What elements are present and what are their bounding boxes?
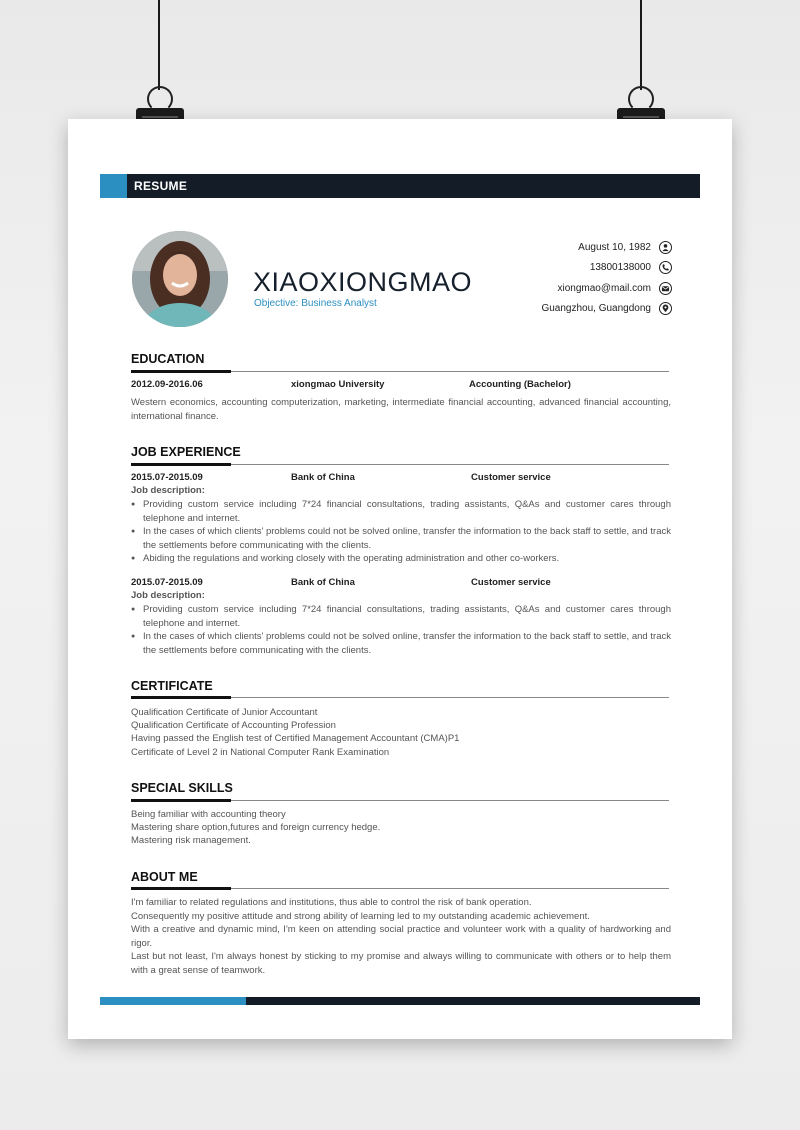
skills-list: [131, 808, 671, 848]
skills-divider: [131, 800, 669, 801]
about-paragraph: I'm familiar to related regulations and institutions, thus able to control the risk of bank operation.: [131, 897, 532, 908]
job-description-label: Job description:: [131, 485, 205, 496]
about-title: ABOUT ME: [131, 870, 198, 884]
job-bullet: ● Abiding the regulations and working closely with the operating administration and other co-workers.: [131, 552, 671, 566]
education-school: xiongmao University: [291, 379, 385, 390]
skill-item: Mastering risk management.: [131, 835, 251, 847]
education-title: EDUCATION: [131, 352, 205, 366]
person-icon: [659, 241, 672, 254]
candidate-name: XIAOXIONGMAO: [253, 267, 473, 297]
job-bullet: ● In the cases of which clients' problems could not be solved online, transfer the information to the back staff to settle, and track the settlements before communicating with the clients.: [131, 630, 671, 657]
skills-title: SPECIAL SKILLS: [131, 781, 233, 795]
contact-list: [541, 237, 672, 319]
about-text: [131, 896, 671, 978]
job-company: Bank of China: [291, 472, 355, 483]
contact-location: [541, 299, 672, 320]
about-divider: [131, 888, 669, 889]
job-period: 2015.07-2015.09: [131, 577, 203, 588]
about-paragraph: Last but not least, I'm always honest by sticking to my promise and always willing to communicate with others or to help them with a great sense of teamwork.: [131, 951, 671, 976]
education-divider: [131, 371, 669, 372]
experience-divider: [131, 464, 669, 465]
hanging-wire-right: [640, 0, 642, 90]
certificate-list: [131, 706, 671, 759]
contact-location-text: Guangzhou, Guangdong: [541, 303, 651, 315]
education-major: Accounting (Bachelor): [469, 379, 571, 390]
contact-phone: [541, 258, 672, 279]
about-paragraph: Consequently my positive attitude and strong ability of learning led to my outstanding academic achievement.: [131, 910, 590, 922]
job-bullet: ● In the cases of which clients' problems could not be solved online, transfer the information to the back staff to settle, and track the settlements before communicating with the clients.: [131, 525, 671, 552]
contact-phone-text: 13800138000: [589, 262, 651, 274]
certificate-title: CERTIFICATE: [131, 679, 213, 693]
experience-title: JOB EXPERIENCE: [131, 445, 241, 459]
resume-paper: [68, 119, 732, 1039]
certificate-item: Qualification Certificate of Accounting Profession: [131, 720, 336, 732]
contact-birthday-text: August 10, 1982: [578, 241, 651, 253]
hanging-wire-left: [158, 0, 160, 90]
job-role: Customer service: [471, 577, 551, 588]
education-description: Western economics, accounting computerization, marketing, intermediate financial accounting, advanced financial accounting, international finance.: [131, 397, 671, 422]
job-bullets: [131, 603, 671, 657]
header-bar: [100, 174, 700, 198]
job-bullets: [131, 498, 671, 566]
objective-text: Objective: Business Analyst: [254, 298, 377, 309]
job-company: Bank of China: [291, 577, 355, 588]
about-paragraph: With a creative and dynamic mind, I'm keen on attending social practice and volunteer work with a quality of hardworking and rigor.: [131, 924, 671, 949]
footer-bar: [100, 997, 700, 1005]
education-period: 2012.09-2016.06: [131, 379, 203, 390]
skill-item: Mastering share option,futures and foreign currency hedge.: [131, 822, 381, 834]
header-accent: [100, 174, 127, 198]
job-role: Customer service: [471, 472, 551, 483]
footer-accent: [100, 997, 246, 1005]
header-label: RESUME: [134, 179, 188, 193]
job-bullet: ● Providing custom service including 7*24 financial consultations, trading assistants, Q&As and customer cares through telephone and internet.: [131, 498, 671, 525]
certificate-item: Having passed the English test of Certified Management Accountant (CMA)P1: [131, 733, 460, 745]
profile-photo: [132, 231, 228, 327]
mail-icon: [659, 282, 672, 295]
job-period: 2015.07-2015.09: [131, 472, 203, 483]
contact-email: [541, 278, 672, 299]
certificate-divider: [131, 697, 669, 698]
contact-email-text: xiongmao@mail.com: [557, 282, 651, 294]
phone-icon: [659, 261, 672, 274]
location-icon: [659, 302, 672, 315]
contact-birthday: [541, 237, 672, 258]
certificate-item: Certificate of Level 2 in National Computer Rank Examination: [131, 746, 390, 758]
job-bullet: ● Providing custom service including 7*24 financial consultations, trading assistants, Q&As and customer cares through telephone and internet.: [131, 603, 671, 630]
skill-item: Being familiar with accounting theory: [131, 809, 286, 820]
job-description-label: Job description:: [131, 590, 205, 601]
certificate-item: Qualification Certificate of Junior Accountant: [131, 707, 318, 718]
